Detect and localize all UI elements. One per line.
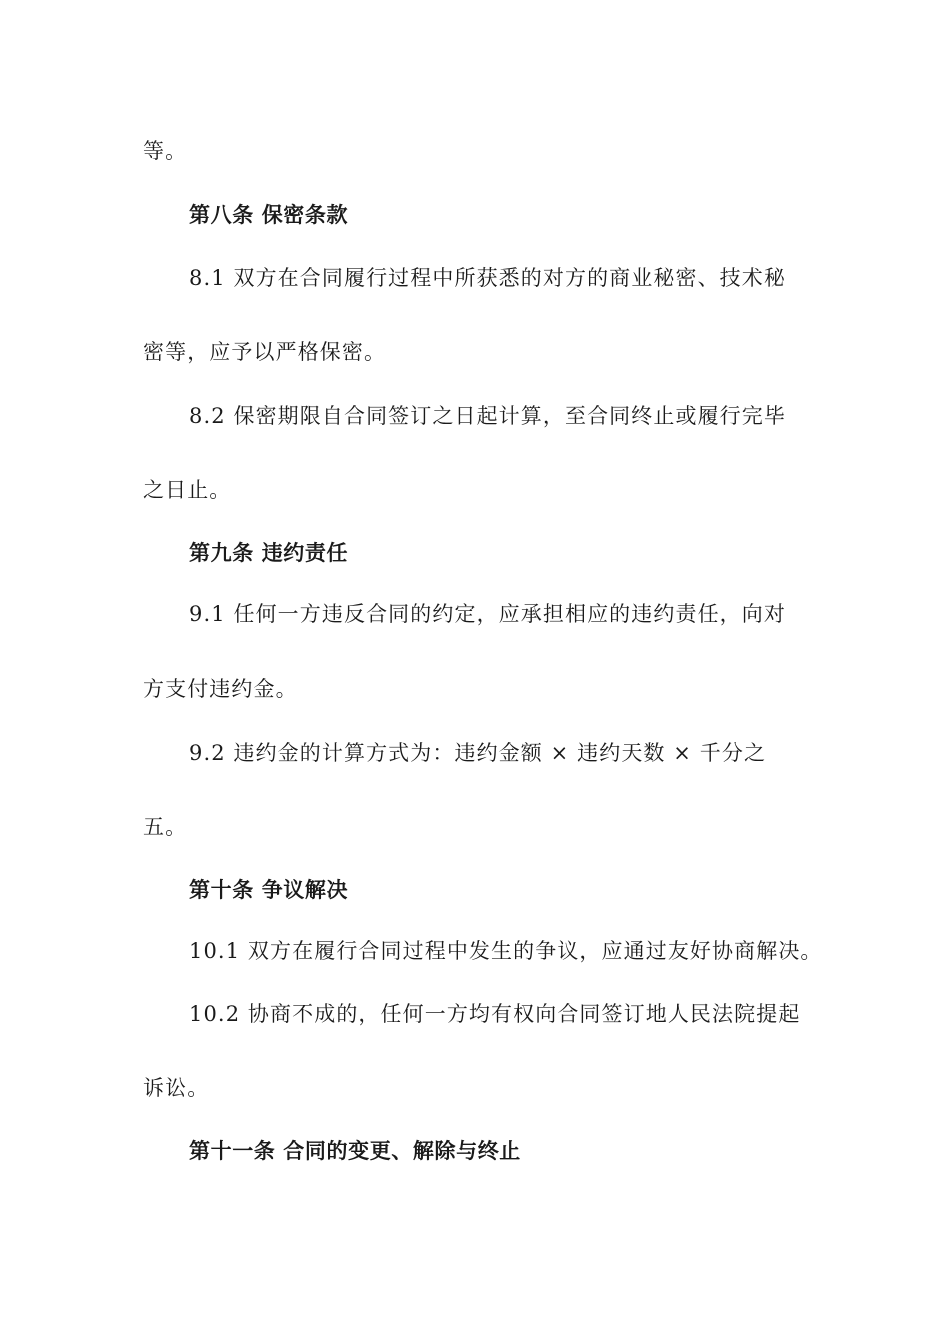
clause-8-1-continuation: 密等，应予以严格保密。 — [143, 340, 387, 364]
clause-10-2-continuation: 诉讼。 — [143, 1076, 210, 1100]
section-heading-article-8: 第八条 保密条款 — [189, 203, 349, 227]
clause-8-1: 8.1 双方在合同履行过程中所获悉的对方的商业秘密、技术秘 — [189, 266, 786, 290]
clause-8-2: 8.2 保密期限自合同签订之日起计算，至合同终止或履行完毕 — [189, 404, 786, 428]
clause-9-1: 9.1 任何一方违反合同的约定，应承担相应的违约责任，向对 — [189, 602, 786, 626]
clause-9-2-continuation: 五。 — [143, 815, 188, 839]
clause-10-2: 10.2 协商不成的，任何一方均有权向合同签订地人民法院提起 — [189, 1002, 801, 1026]
paragraph-continuation: 等。 — [143, 139, 188, 163]
section-heading-article-10: 第十条 争议解决 — [189, 878, 349, 902]
section-heading-article-11: 第十一条 合同的变更、解除与终止 — [189, 1139, 521, 1163]
clause-9-2: 9.2 违约金的计算方式为：违约金额 × 违约天数 × 千分之 — [189, 741, 767, 765]
clause-9-1-continuation: 方支付违约金。 — [143, 677, 298, 701]
section-heading-article-9: 第九条 违约责任 — [189, 541, 349, 565]
clause-8-2-continuation: 之日止。 — [143, 478, 232, 502]
clause-10-1: 10.1 双方在履行合同过程中发生的争议，应通过友好协商解决。 — [189, 939, 823, 963]
